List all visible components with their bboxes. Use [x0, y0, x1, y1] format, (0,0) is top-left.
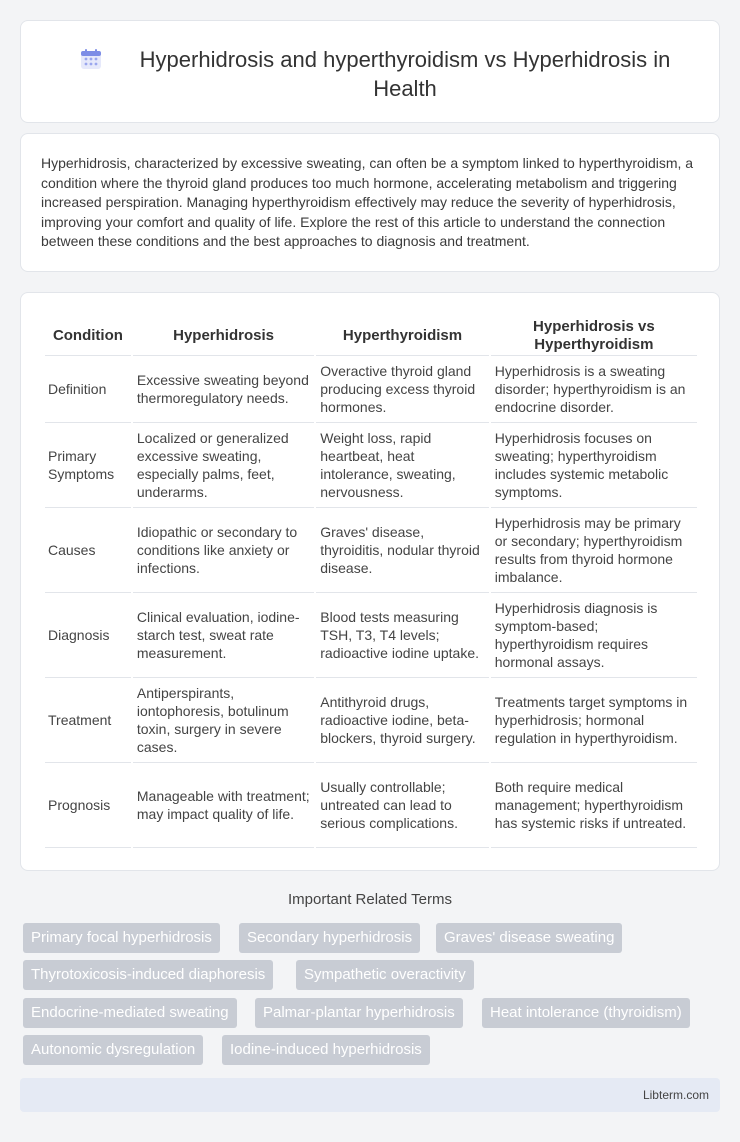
- table-cell: Hyperhidrosis diagnosis is symptom-based; hyperthyroidism requires hormonal assays.: [491, 593, 697, 678]
- term-tag[interactable]: Endocrine-mediated sweating: [23, 998, 237, 1028]
- table-cell: Hyperhidrosis focuses on sweating; hyperthyroidism includes systemic metabolic symptoms.: [491, 423, 697, 508]
- table-cell: Hyperhidrosis is a sweating disorder; hyperthyroidism is an endocrine disorder.: [491, 356, 697, 423]
- table-cell: Definition: [45, 356, 131, 423]
- footer: [20, 1078, 720, 1112]
- footer-site-link[interactable]: Libterm.com: [642, 1088, 709, 1102]
- page-title: Hyperhidrosis and hyperthyroidism vs Hyperhidrosis in Health: [139, 47, 671, 101]
- intro-card: [20, 133, 720, 272]
- table-cell: Blood tests measuring TSH, T3, T4 levels; radioactive iodine uptake.: [316, 593, 489, 678]
- table-cell: Treatment: [45, 678, 131, 763]
- calendar-icon: [80, 48, 102, 70]
- title-card: [20, 20, 720, 123]
- table-header: Condition: [45, 316, 131, 356]
- table-row: [45, 678, 697, 763]
- term-tag[interactable]: Palmar-plantar hyperhidrosis: [255, 998, 463, 1028]
- table-cell: Antithyroid drugs, radioactive iodine, beta-blockers, thyroid surgery.: [316, 678, 489, 763]
- table-cell: Usually controllable; untreated can lead to serious complications.: [316, 763, 489, 848]
- table-header: Hyperhidrosis vs Hyperthyroidism: [491, 316, 697, 356]
- related-terms-title: Important Related Terms: [288, 891, 452, 908]
- table-cell: Prognosis: [45, 763, 131, 848]
- table-row: [45, 763, 697, 848]
- table-cell: Overactive thyroid gland producing excess thyroid hormones.: [316, 356, 489, 423]
- table-row: [45, 508, 697, 593]
- table-cell: Primary Symptoms: [45, 423, 131, 508]
- term-tag[interactable]: Secondary hyperhidrosis: [239, 923, 420, 953]
- table-cell: Causes: [45, 508, 131, 593]
- term-tag[interactable]: Heat intolerance (thyroidism): [482, 998, 690, 1028]
- term-tag[interactable]: Thyrotoxicosis-induced diaphoresis: [23, 960, 273, 990]
- table-cell: Graves' disease, thyroiditis, nodular thyroid disease.: [316, 508, 489, 593]
- term-tag[interactable]: Sympathetic overactivity: [296, 960, 474, 990]
- comparison-table-card: [20, 292, 720, 871]
- term-tag[interactable]: Primary focal hyperhidrosis: [23, 923, 220, 953]
- table-cell: Idiopathic or secondary to conditions like anxiety or infections.: [133, 508, 314, 593]
- table-row: [45, 423, 697, 508]
- table-cell: Both require medical management; hyperthyroidism has systemic risks if untreated.: [491, 763, 697, 848]
- table-cell: Hyperhidrosis may be primary or secondary; hyperthyroidism results from thyroid hormone imbalance.: [491, 508, 697, 593]
- table-cell: Weight loss, rapid heartbeat, heat intolerance, sweating, nervousness.: [316, 423, 489, 508]
- table-cell: Clinical evaluation, iodine-starch test, sweat rate measurement.: [133, 593, 314, 678]
- table-cell: Diagnosis: [45, 593, 131, 678]
- table-header-row: [45, 316, 697, 356]
- term-tag[interactable]: Graves' disease sweating: [436, 923, 622, 953]
- table-cell: Excessive sweating beyond thermoregulatory needs.: [133, 356, 314, 423]
- term-tag[interactable]: Iodine-induced hyperhidrosis: [222, 1035, 430, 1065]
- table-header: Hyperthyroidism: [316, 316, 489, 356]
- table-row: [45, 593, 697, 678]
- table-row: [45, 356, 697, 423]
- intro-text: Hyperhidrosis, characterized by excessive sweating, can often be a symptom linked to hyperthyroidism, a condition where the thyroid gland produces too much hormone, accelerating metabolism and triggering increased perspiration. Managing hyperthyroidism effectively may reduce the severity of hyperhidrosis, improving your comfort and quality of life. Explore the rest of this article to understand the connection between these conditions and the best approaches to diagnosis and treatment.: [41, 155, 694, 249]
- table-header: Hyperhidrosis: [133, 316, 314, 356]
- table-cell: Antiperspirants, iontophoresis, botulinum toxin, surgery in severe cases.: [133, 678, 314, 763]
- table-cell: Localized or generalized excessive sweating, especially palms, feet, underarms.: [133, 423, 314, 508]
- term-tag[interactable]: Autonomic dysregulation: [23, 1035, 203, 1065]
- table-cell: Treatments target symptoms in hyperhidrosis; hormonal regulation in hyperthyroidism.: [491, 678, 697, 763]
- comparison-table: [43, 316, 699, 848]
- table-cell: Manageable with treatment; may impact quality of life.: [133, 763, 314, 848]
